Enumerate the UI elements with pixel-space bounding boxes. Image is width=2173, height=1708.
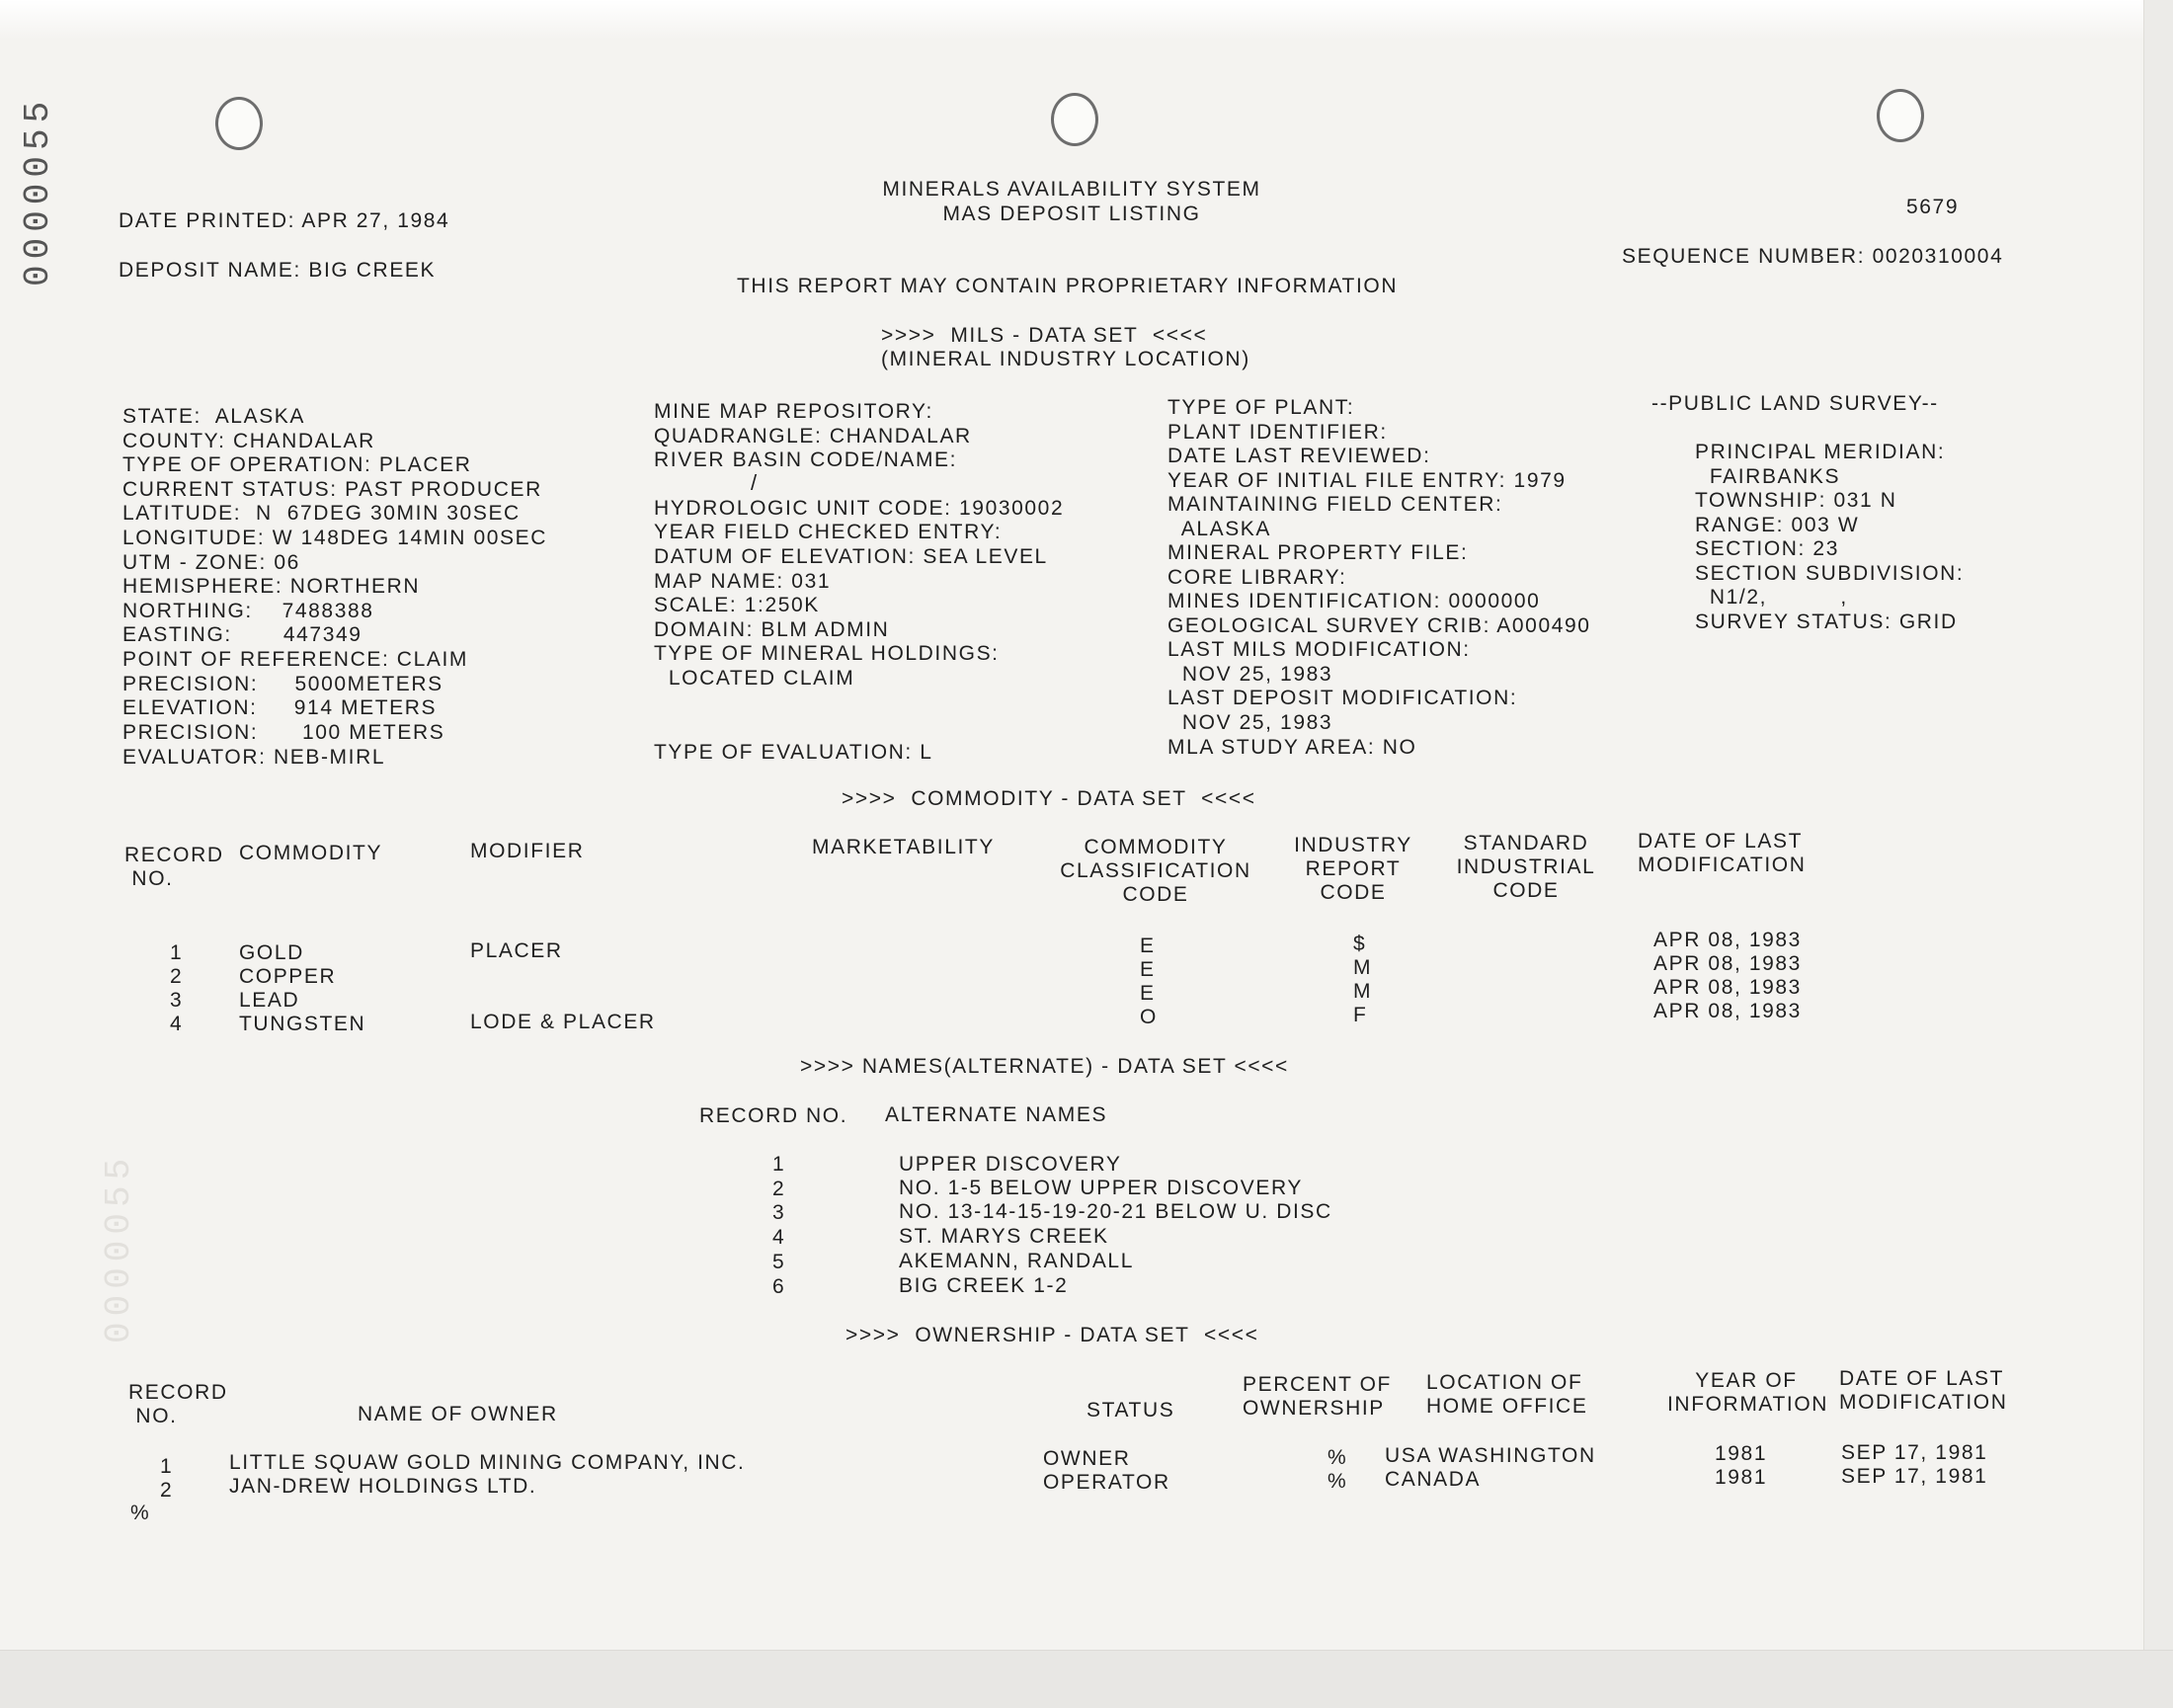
ownership-header-location: LOCATION OF HOME OFFICE xyxy=(1426,1371,1588,1418)
ownership-header-owner: NAME OF OWNER xyxy=(358,1403,558,1425)
end-marker: % xyxy=(130,1502,151,1524)
river-basin-field: RIVER BASIN CODE/NAME: xyxy=(654,448,958,471)
commodity-class-code: O xyxy=(1140,1006,1158,1028)
page-number: 5679 xyxy=(1906,196,1960,218)
utm-zone-field: UTM - ZONE: 06 xyxy=(122,551,300,574)
commodity-header-industry: INDUSTRY REPORT CODE xyxy=(1294,834,1412,904)
alternate-name: NO. 13-14-15-19-20-21 BELOW U. DISC xyxy=(899,1200,1332,1223)
commodity-date: APR 08, 1983 xyxy=(1653,976,1802,999)
page-bottom-edge xyxy=(0,1650,2173,1708)
sequence-number: SEQUENCE NUMBER: 0020310004 xyxy=(1622,245,2004,268)
scale-field: SCALE: 1:250K xyxy=(654,594,820,616)
point-of-reference-field: POINT OF REFERENCE: CLAIM xyxy=(122,648,468,671)
commodity-name: GOLD xyxy=(239,941,304,964)
date-last-reviewed-field: DATE LAST REVIEWED: xyxy=(1167,445,1431,467)
current-status-field: CURRENT STATUS: PAST PRODUCER xyxy=(122,478,542,501)
mils-subheading: (MINERAL INDUSTRY LOCATION) xyxy=(881,348,1250,370)
owner-record-no: 1 xyxy=(160,1455,174,1478)
easting-field: EASTING: 447349 xyxy=(122,623,362,646)
mineral-holdings-field: TYPE OF MINERAL HOLDINGS: xyxy=(654,642,1000,665)
ownership-header-percent: PERCENT OF OWNERSHIP xyxy=(1243,1373,1392,1420)
punch-hole-left xyxy=(215,97,263,150)
owner-record-no: 2 xyxy=(160,1479,174,1502)
ownership-heading: >>>> OWNERSHIP - DATA SET <<<< xyxy=(845,1324,1259,1346)
commodity-heading: >>>> COMMODITY - DATA SET <<<< xyxy=(842,787,1256,810)
principal-meridian-value: FAIRBANKS xyxy=(1695,465,1841,488)
latitude-field: LATITUDE: N 67DEG 30MIN 30SEC xyxy=(122,502,521,525)
commodity-header-modifier: MODIFIER xyxy=(470,840,585,862)
public-land-survey-heading: --PUBLIC LAND SURVEY-- xyxy=(1651,392,1939,415)
commodity-record-no: 4 xyxy=(170,1013,184,1035)
elevation-field: ELEVATION: 914 METERS xyxy=(122,696,438,719)
range-field: RANGE: 003 W xyxy=(1695,514,1860,536)
names-header-record-no: RECORD NO. xyxy=(699,1104,848,1127)
year-field-checked-field: YEAR FIELD CHECKED ENTRY: xyxy=(654,521,1003,543)
punch-hole-center xyxy=(1051,93,1098,146)
mines-identification-field: MINES IDENTIFICATION: 0000000 xyxy=(1167,590,1541,612)
mla-study-area-field: MLA STUDY AREA: NO xyxy=(1167,736,1417,759)
owner-year: 1981 xyxy=(1715,1442,1768,1465)
owner-percent: % xyxy=(1328,1446,1348,1469)
alternate-name: UPPER DISCOVERY xyxy=(899,1153,1122,1176)
ownership-header-status: STATUS xyxy=(1086,1399,1175,1422)
deposit-name: DEPOSIT NAME: BIG CREEK xyxy=(119,259,437,282)
commodity-header-date: DATE OF LAST MODIFICATION xyxy=(1638,830,1807,876)
commodity-name: TUNGSTEN xyxy=(239,1013,366,1035)
alternate-record-no: 6 xyxy=(772,1275,786,1298)
section-subdivision-value: N1/2, , xyxy=(1695,586,1848,609)
owner-date: SEP 17, 1981 xyxy=(1841,1441,1988,1464)
names-heading: >>>> NAMES(ALTERNATE) - DATA SET <<<< xyxy=(800,1055,1289,1078)
system-title: MINERALS AVAILABILITY SYSTEM xyxy=(882,178,1261,201)
owner-name: JAN-DREW HOLDINGS LTD. xyxy=(229,1475,537,1498)
commodity-header-sic: STANDARD INDUSTRIAL CODE xyxy=(1456,832,1596,902)
owner-year: 1981 xyxy=(1715,1466,1768,1489)
alternate-record-no: 1 xyxy=(772,1153,786,1176)
commodity-record-no: 3 xyxy=(170,989,184,1012)
commodity-header-record-no: RECORD NO. xyxy=(124,844,224,890)
alternate-record-no: 4 xyxy=(772,1226,786,1249)
mils-heading: >>>> MILS - DATA SET <<<< xyxy=(881,324,1208,347)
datum-of-elevation-field: DATUM OF ELEVATION: SEA LEVEL xyxy=(654,545,1048,568)
section-field: SECTION: 23 xyxy=(1695,537,1839,560)
ownership-header-year: YEAR OF INFORMATION xyxy=(1667,1369,1829,1416)
listing-title: MAS DEPOSIT LISTING xyxy=(942,203,1201,225)
date-printed: DATE PRINTED: APR 27, 1984 xyxy=(119,209,450,232)
owner-home-office: CANADA xyxy=(1385,1468,1482,1491)
commodity-industry-code: M xyxy=(1353,956,1373,979)
alternate-record-no: 2 xyxy=(772,1178,786,1200)
mine-map-repository-field: MINE MAP REPOSITORY: xyxy=(654,400,933,423)
township-field: TOWNSHIP: 031 N xyxy=(1695,489,1897,512)
alternate-name: ST. MARYS CREEK xyxy=(899,1225,1109,1248)
commodity-date: APR 08, 1983 xyxy=(1653,1000,1802,1022)
alternate-name: BIG CREEK 1-2 xyxy=(899,1274,1069,1297)
commodity-modifier: LODE & PLACER xyxy=(470,1011,656,1033)
section-subdivision-field: SECTION SUBDIVISION: xyxy=(1695,562,1965,585)
punch-hole-right xyxy=(1877,89,1924,142)
last-mils-modification-value: NOV 25, 1983 xyxy=(1167,663,1333,686)
commodity-header-classification: COMMODITY CLASSIFICATION CODE xyxy=(1060,836,1251,906)
page-top-edge xyxy=(0,0,2173,40)
ownership-header-date: DATE OF LAST MODIFICATION xyxy=(1839,1367,2008,1414)
domain-field: DOMAIN: BLM ADMIN xyxy=(654,618,890,641)
owner-date: SEP 17, 1981 xyxy=(1841,1465,1988,1488)
northing-field: NORTHING: 7488388 xyxy=(122,600,374,622)
page-right-edge xyxy=(2143,0,2173,1707)
type-of-evaluation-field: TYPE OF EVALUATION: L xyxy=(654,741,933,764)
commodity-name: LEAD xyxy=(239,989,300,1012)
commodity-name: COPPER xyxy=(239,965,337,988)
alternate-name: NO. 1-5 BELOW UPPER DISCOVERY xyxy=(899,1177,1303,1199)
initial-file-entry-field: YEAR OF INITIAL FILE ENTRY: 1979 xyxy=(1167,469,1567,492)
commodity-header-marketability: MARKETABILITY xyxy=(812,836,995,858)
owner-name: LITTLE SQUAW GOLD MINING COMPANY, INC. xyxy=(229,1451,746,1474)
last-deposit-modification-field: LAST DEPOSIT MODIFICATION: xyxy=(1167,687,1518,709)
owner-status: OPERATOR xyxy=(1043,1471,1170,1494)
commodity-industry-code: M xyxy=(1353,980,1373,1003)
hemisphere-field: HEMISPHERE: NORTHERN xyxy=(122,575,421,598)
mineral-property-file-field: MINERAL PROPERTY FILE: xyxy=(1167,541,1469,564)
plant-identifier-field: PLANT IDENTIFIER: xyxy=(1167,421,1388,444)
owner-percent: % xyxy=(1328,1470,1348,1493)
last-deposit-modification-value: NOV 25, 1983 xyxy=(1167,711,1333,734)
map-name-field: MAP NAME: 031 xyxy=(654,570,832,593)
survey-crib-field: GEOLOGICAL SURVEY CRIB: A000490 xyxy=(1167,614,1591,637)
mineral-holdings-value: LOCATED CLAIM xyxy=(654,667,855,690)
last-mils-modification-field: LAST MILS MODIFICATION: xyxy=(1167,638,1471,661)
commodity-industry-code: $ xyxy=(1353,933,1367,955)
principal-meridian-field: PRINCIPAL MERIDIAN: xyxy=(1695,441,1946,463)
quadrangle-field: QUADRANGLE: CHANDALAR xyxy=(654,425,972,447)
commodity-class-code: E xyxy=(1140,982,1156,1005)
river-basin-value: / xyxy=(751,470,758,495)
survey-status-field: SURVEY STATUS: GRID xyxy=(1695,610,1958,633)
state-field: STATE: ALASKA xyxy=(122,405,306,428)
commodity-record-no: 2 xyxy=(170,965,184,988)
alternate-name: AKEMANN, RANDALL xyxy=(899,1250,1134,1272)
evaluator-field: EVALUATOR: NEB-MIRL xyxy=(122,746,386,769)
type-of-plant-field: TYPE OF PLANT: xyxy=(1167,396,1355,419)
names-header-alternate: ALTERNATE NAMES xyxy=(885,1103,1108,1126)
field-center-field: MAINTAINING FIELD CENTER: xyxy=(1167,493,1503,516)
commodity-header-commodity: COMMODITY xyxy=(239,842,383,864)
commodity-modifier: PLACER xyxy=(470,939,563,962)
commodity-date: APR 08, 1983 xyxy=(1653,952,1802,975)
hydrologic-unit-field: HYDROLOGIC UNIT CODE: 19030002 xyxy=(654,497,1065,520)
field-center-value: ALASKA xyxy=(1167,518,1272,540)
edge-stamp-bleed: 0000055 xyxy=(99,1152,139,1343)
precision-field: PRECISION: 5000METERS xyxy=(122,673,443,695)
owner-home-office: USA WASHINGTON xyxy=(1385,1444,1596,1467)
county-field: COUNTY: CHANDALAR xyxy=(122,430,375,452)
alternate-record-no: 5 xyxy=(772,1251,786,1273)
elevation-precision-field: PRECISION: 100 METERS xyxy=(122,721,445,744)
owner-status: OWNER xyxy=(1043,1447,1131,1470)
alternate-record-no: 3 xyxy=(772,1201,786,1224)
commodity-class-code: E xyxy=(1140,958,1156,981)
operation-type-field: TYPE OF OPERATION: PLACER xyxy=(122,453,472,476)
ownership-header-record-no: RECORD NO. xyxy=(128,1381,228,1427)
commodity-class-code: E xyxy=(1140,935,1156,957)
proprietary-notice: THIS REPORT MAY CONTAIN PROPRIETARY INFORMATION xyxy=(737,275,1399,297)
commodity-industry-code: F xyxy=(1353,1004,1368,1026)
edge-stamp: 0000055 xyxy=(18,95,58,286)
commodity-record-no: 1 xyxy=(170,941,184,964)
longitude-field: LONGITUDE: W 148DEG 14MIN 00SEC xyxy=(122,527,548,549)
core-library-field: CORE LIBRARY: xyxy=(1167,566,1347,589)
commodity-date: APR 08, 1983 xyxy=(1653,929,1802,951)
